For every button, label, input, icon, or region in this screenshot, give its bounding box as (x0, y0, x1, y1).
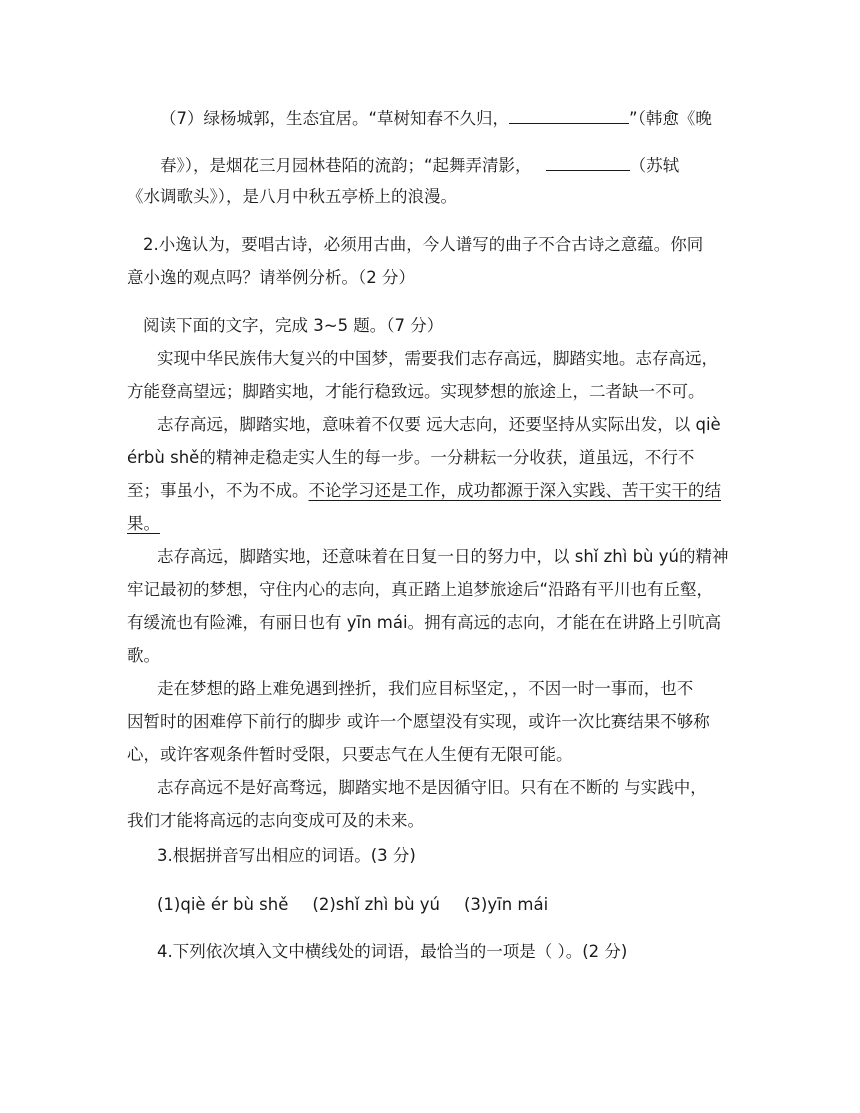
passage-line: érbù shě的精神走稳走实人生的每一步。一分耕耘一分收获，道虽远，不行不 (127, 448, 695, 467)
q2-line-2: 意小逸的观点吗？请举例分析。（2 分） (127, 268, 415, 287)
passage-line: 因暂时的困难停下前行的脚步 或许一个愿望没有实现，或许一次比赛结果不够称 (127, 712, 710, 731)
underlined-sentence-end: 果。 (127, 514, 160, 533)
answer-blank[interactable] (546, 154, 630, 171)
q7-text-b: ”（韩愈《晚 (629, 109, 712, 128)
passage-line: 歌。 (127, 646, 160, 665)
passage-line: 方能登高望远；脚踏实地，才能行稳致远。实现梦想的旅途上，二者缺一不可。 (127, 382, 705, 401)
q7-line-2 (160, 154, 679, 177)
q7-text-a: （7）绿杨城郭，生态宜居。“草树知春不久归， (160, 109, 510, 128)
passage-text: 至；事虽小，不为不成。 (127, 481, 309, 500)
passage-line: 志存高远，脚踏实地，还意味着在日复一日的努力中，以 shǐ zhì bù yú的精神 (157, 547, 729, 566)
reading-intro: 阅读下面的文字，完成 3~5 题。（7 分） (143, 316, 444, 335)
passage-line: 牢记最初的梦想，守住内心的志向，真正踏上追梦旅途后“沿路有平川也有丘壑， (127, 580, 714, 599)
answer-blank[interactable] (509, 107, 629, 124)
passage-line: 志存高远，脚踏实地，意味着不仅要 远大志向，还要坚持从实际出发，以 qiè (157, 415, 721, 434)
passage-line: 心，或许客观条件暂时受限，只要志气在人生便有无限可能。 (127, 745, 573, 764)
passage-line: 实现中华民族伟大复兴的中国梦，需要我们志存高远，脚踏实地。志存高远， (157, 349, 718, 368)
passage-line: 我们才能将高远的志向变成可及的未来。 (127, 811, 424, 830)
q3-item: (1)qiè ér bù shě (157, 895, 289, 914)
q7-text-c: 春》），是烟花三月园林巷陌的流韵；“起舞弄清影， (160, 156, 532, 175)
q2-line-1: 2.小逸认为，要唱古诗，必须用古曲，今人谱写的曲子不合古诗之意蕴。你同 (143, 235, 704, 254)
q7-line-3: 《水调歌头》），是八月中秋五亭桥上的浪漫。 (127, 187, 457, 206)
q7-line-1 (160, 107, 712, 130)
q4-title: 4.下列依次填入文中横线处的词语，最恰当的一项是（ ）。(2 分) (157, 942, 628, 961)
q3-title: 3.根据拼音写出相应的词语。(3 分) (157, 846, 416, 865)
q3-item: (3)yīn mái (464, 895, 549, 914)
passage-line: 有缓流也有险滩，有丽日也有 yīn mái。拥有高远的志向，才能在在讲路上引吭高 (127, 613, 722, 632)
passage-line: 志存高远不是好高骛远，脚踏实地不是因循守旧。只有在不断的 与实践中， (157, 778, 707, 797)
passage-line: 走在梦想的路上难免遇到挫折，我们应目标坚定，，不因一时一事而，也不 (157, 679, 694, 698)
q3-item: (2)shǐ zhì bù yú (312, 895, 440, 914)
passage-line (127, 480, 721, 502)
q7-text-d: （苏轼 (629, 156, 680, 175)
underlined-sentence: 不论学习还是工作，成功都源于深入实践、苦干实干的结 (308, 481, 721, 500)
q3-items (157, 894, 548, 916)
